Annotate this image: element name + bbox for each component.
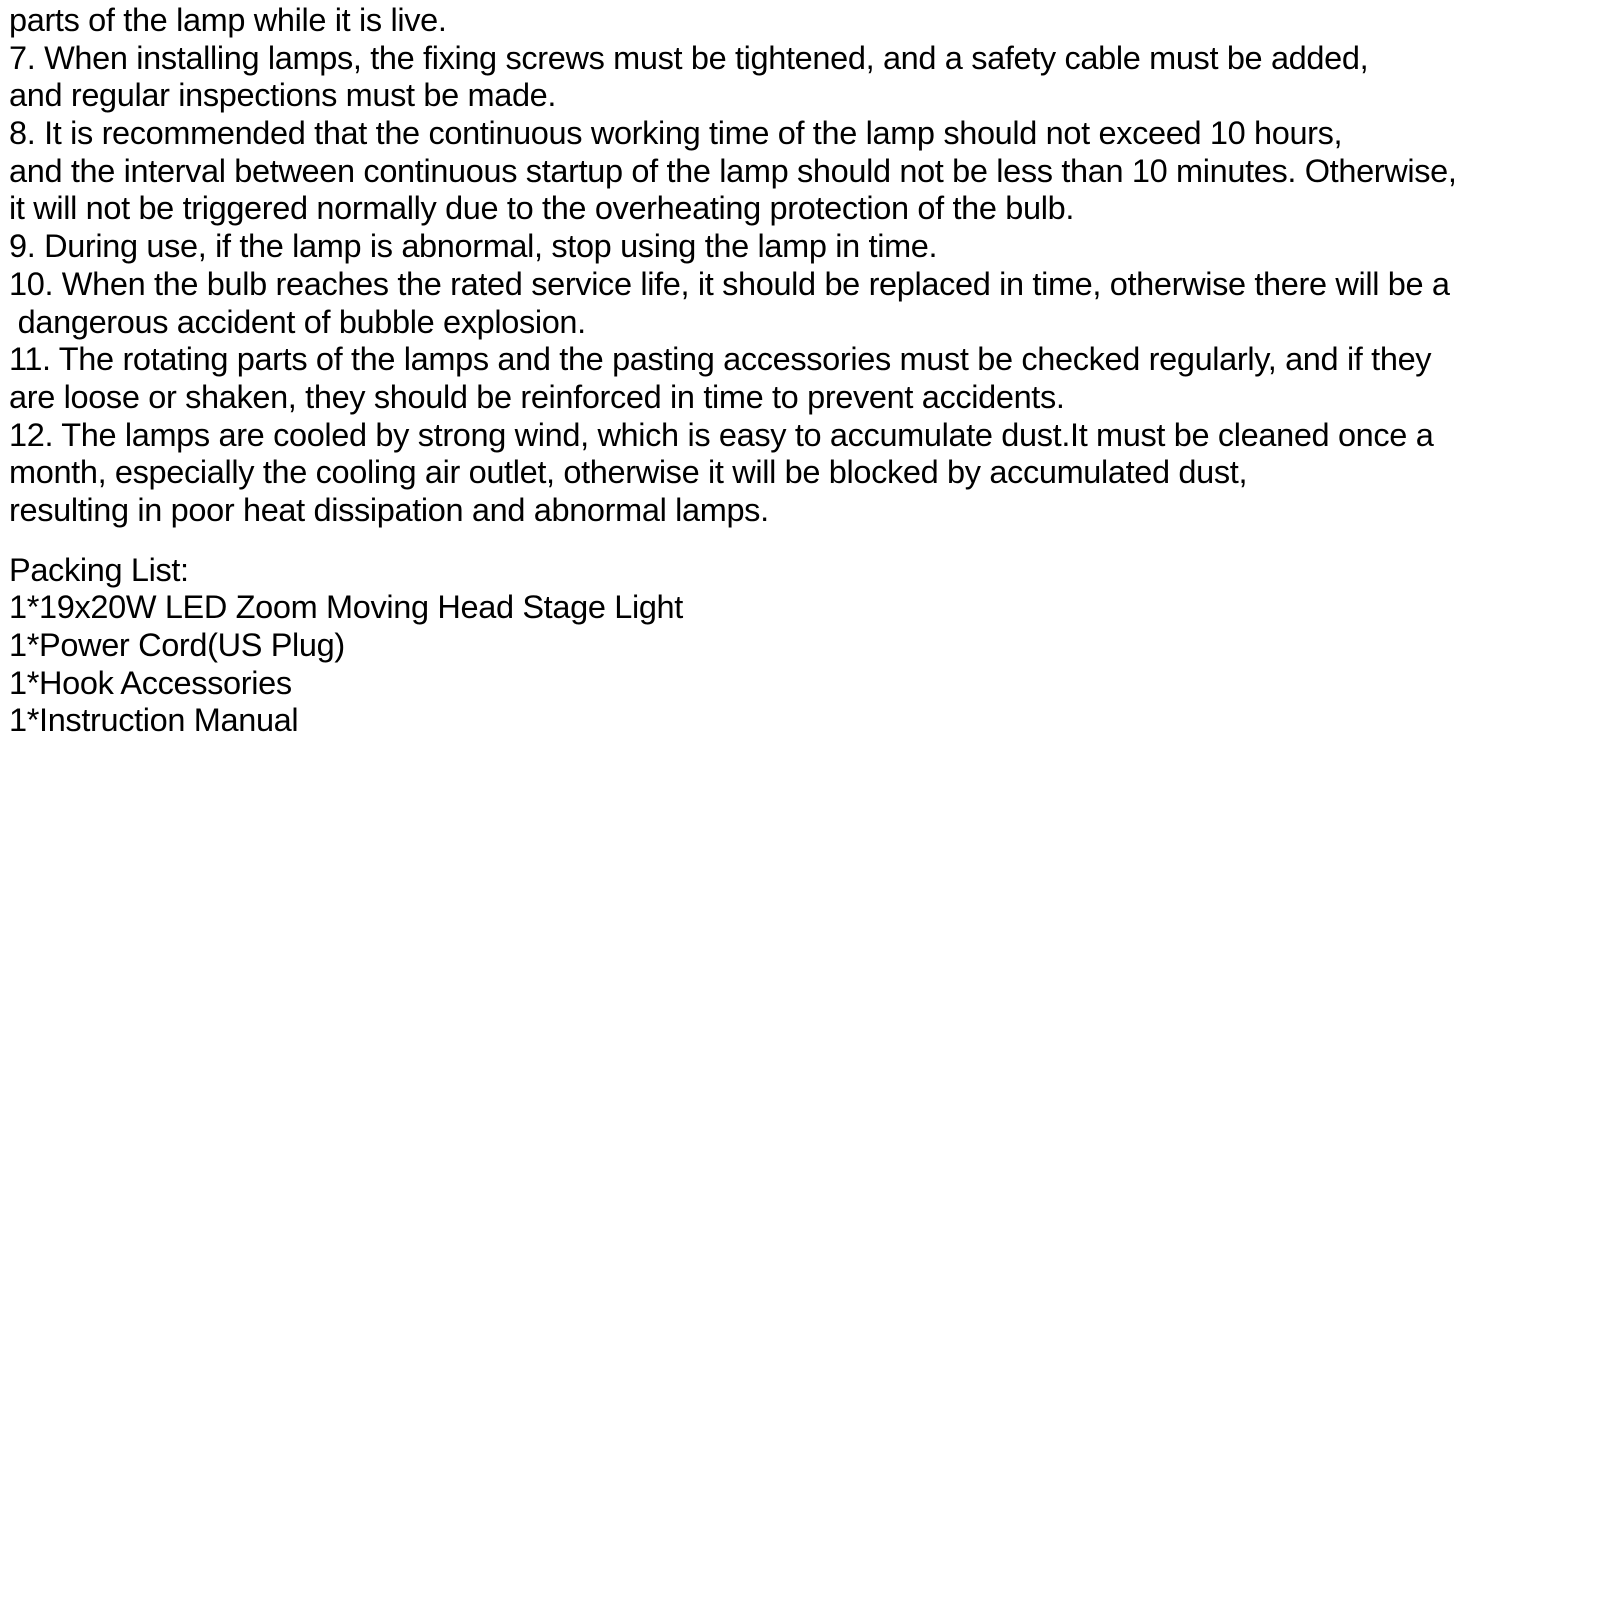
instruction-line: and the interval between continuous startup of the lamp should not be less than 10 minutes. Otherwise, bbox=[9, 152, 1457, 189]
packing-list-title: Packing List: bbox=[9, 551, 189, 588]
instruction-line: dangerous accident of bubble explosion. bbox=[9, 303, 586, 340]
instruction-line: parts of the lamp while it is live. bbox=[9, 2, 447, 38]
packing-list-section bbox=[9, 552, 1594, 740]
instructions-section bbox=[9, 2, 1594, 530]
instruction-line: month, especially the cooling air outlet, otherwise it will be blocked by accumulated dust, bbox=[9, 454, 1248, 491]
instruction-line: are loose or shaken, they should be reinforced in time to prevent accidents. bbox=[9, 378, 1065, 415]
packing-list-item: 1*Power Cord(US Plug) bbox=[9, 627, 345, 663]
instruction-line: 9. During use, if the lamp is abnormal, stop using the lamp in time. bbox=[9, 228, 938, 265]
instruction-line: it will not be triggered normally due to the overheating protection of the bulb. bbox=[9, 190, 1075, 227]
instruction-line: 7. When installing lamps, the fixing screws must be tightened, and a safety cable must be added, bbox=[9, 39, 1369, 76]
instruction-line: 11. The rotating parts of the lamps and the pasting accessories must be checked regularly, and if they bbox=[9, 341, 1432, 378]
packing-list-item: 1*Instruction Manual bbox=[9, 702, 299, 739]
instruction-line: 8. It is recommended that the continuous working time of the lamp should not exceed 10 hours, bbox=[9, 115, 1343, 152]
document-body bbox=[9, 2, 1594, 740]
packing-list-item: 1*Hook Accessories bbox=[9, 664, 292, 701]
section-spacer bbox=[9, 530, 1594, 552]
packing-list-item: 1*19x20W LED Zoom Moving Head Stage Light bbox=[9, 589, 683, 626]
instruction-line: resulting in poor heat dissipation and abnormal lamps. bbox=[9, 491, 769, 528]
instruction-line: 12. The lamps are cooled by strong wind, which is easy to accumulate dust.It must be cleaned once a bbox=[9, 416, 1434, 453]
instruction-line: 10. When the bulb reaches the rated service life, it should be replaced in time, otherwise there will be a bbox=[9, 265, 1450, 302]
instruction-line: and regular inspections must be made. bbox=[9, 77, 557, 114]
